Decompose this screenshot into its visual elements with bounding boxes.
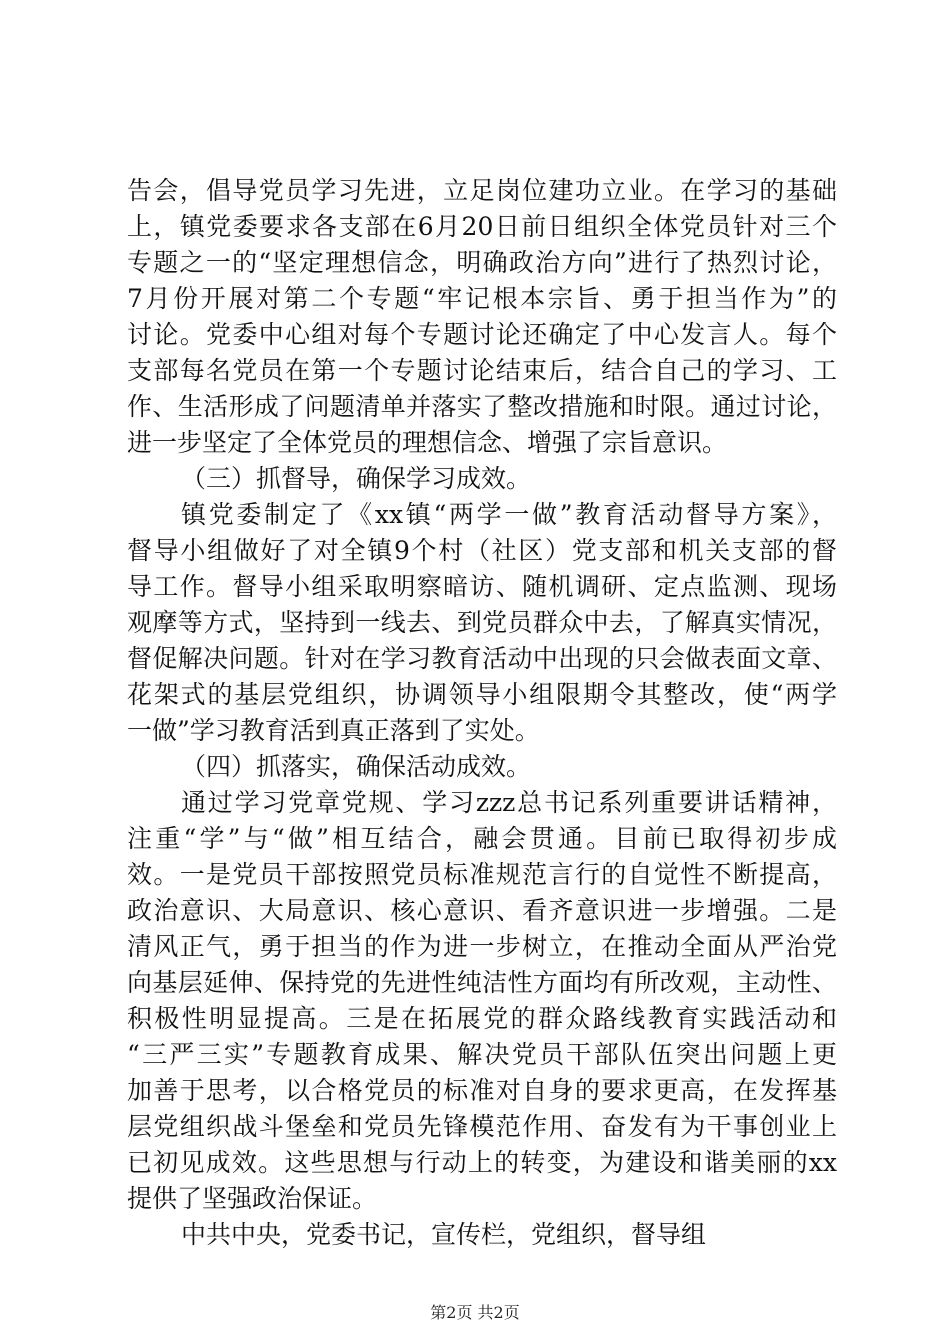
body-line: 积极性明显提高。三是在拓展党的群众路线教育实践活动和: [127, 1004, 837, 1033]
body-line: 督促解决问题。针对在学习教育活动中出现的只会做表面文章、: [127, 644, 837, 673]
body-line: 政治意识、大局意识、核心意识、看齐意识进一步增强。二是: [127, 896, 837, 925]
body-line: 督导小组做好了对全镇9个村（社区）党支部和机关支部的督: [127, 536, 837, 565]
body-line: 效。一是党员干部按照党员标准规范言行的自觉性不断提高，: [127, 860, 837, 889]
body-line: 一做”学习教育活到真正落到了实处。: [127, 716, 540, 745]
body-line: 已初见成效。这些思想与行动上的转变，为建设和谐美丽的xx: [127, 1148, 837, 1177]
body-line: 加善于思考，以合格党员的标准对自身的要求更高，在发挥基: [127, 1076, 837, 1105]
body-line: “三严三实”专题教育成果、解决党员干部队伍突出问题上更: [127, 1040, 837, 1069]
body-line: 花架式的基层党组织，协调领导小组限期令其整改，使“两学: [127, 680, 837, 709]
document-body: [127, 173, 837, 1253]
body-line: 镇党委制定了《xx镇“两学一做”教育活动督导方案》，: [181, 500, 837, 529]
section-heading-3: （三）抓督导，确保学习成效。: [181, 464, 532, 493]
body-line: 层党组织战斗堡垒和党员先锋模范作用、奋发有为干事创业上: [127, 1112, 837, 1141]
body-line: 通过学习党章党规、学习zzz总书记系列重要讲话精神，: [181, 788, 837, 817]
body-line: 导工作。督导小组采取明察暗访、随机调研、定点监测、现场: [127, 572, 837, 601]
body-line: 进一步坚定了全体党员的理想信念、增强了宗旨意识。: [127, 428, 728, 457]
body-line: 向基层延伸、保持党的先进性纯洁性方面均有所改观，主动性、: [127, 968, 837, 997]
page-number-footer: 第2页 共2页: [430, 1303, 520, 1322]
body-line: 注重“学”与“做”相互结合，融会贯通。目前已取得初步成: [127, 824, 837, 853]
body-line: 清风正气，勇于担当的作为进一步树立，在推动全面从严治党: [127, 932, 837, 961]
body-line: 上，镇党委要求各支部在6月20日前日组织全体党员针对三个: [127, 212, 837, 241]
body-line: 7月份开展对第二个专题“牢记根本宗旨、勇于担当作为”的: [127, 284, 837, 313]
body-line: 作、生活形成了问题清单并落实了整改措施和时限。通过讨论，: [127, 392, 837, 421]
keywords-line: 中共中央，党委书记，宣传栏，党组织，督导组: [181, 1220, 707, 1249]
body-line: 支部每名党员在第一个专题讨论结束后，结合自己的学习、工: [127, 356, 837, 385]
body-line: 专题之一的“坚定理想信念，明确政治方向”进行了热烈讨论，: [127, 248, 837, 277]
body-line: 告会，倡导党员学习先进，立足岗位建功立业。在学习的基础: [127, 176, 837, 205]
body-line: 提供了坚强政治保证。: [127, 1184, 378, 1213]
body-line: 观摩等方式，坚持到一线去、到党员群众中去，了解真实情况，: [127, 608, 837, 637]
section-heading-4: （四）抓落实，确保活动成效。: [181, 752, 532, 781]
body-line: 讨论。党委中心组对每个专题讨论还确定了中心发言人。每个: [127, 320, 837, 349]
